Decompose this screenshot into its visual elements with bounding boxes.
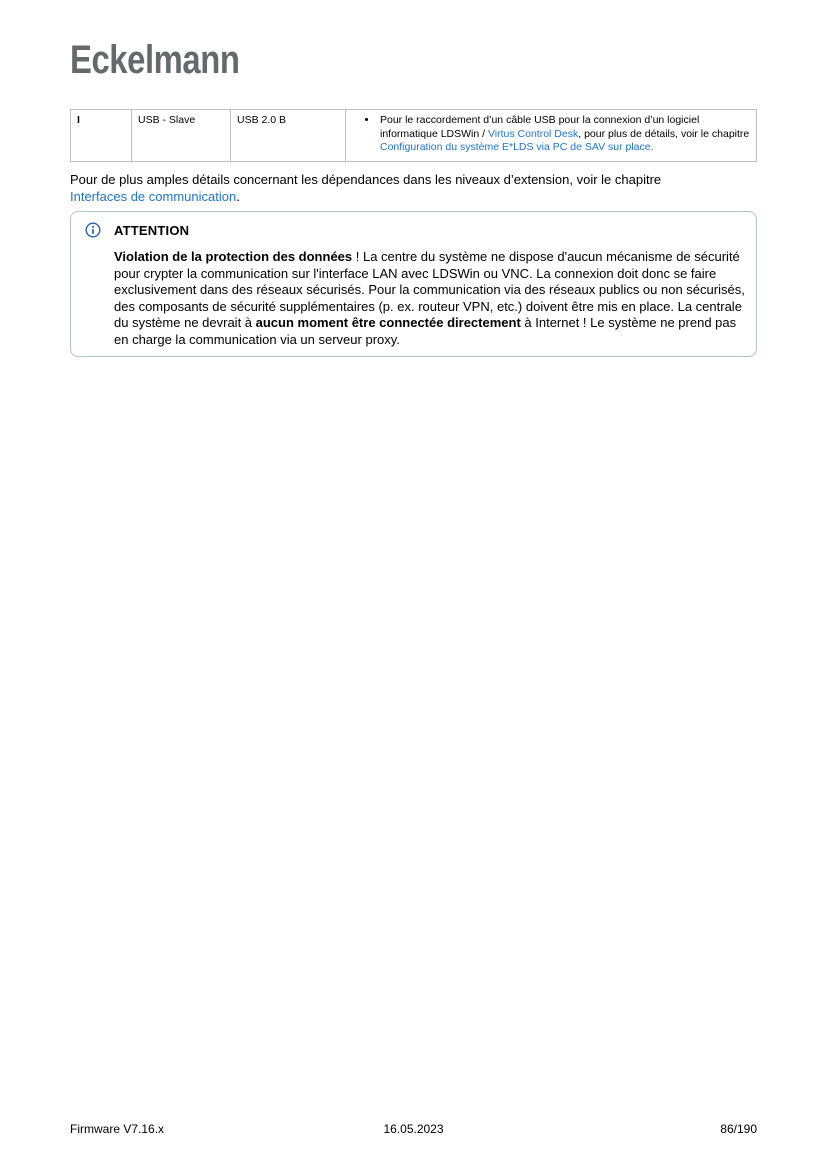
attention-header <box>85 222 189 238</box>
link-interfaces-communication[interactable]: Interfaces de communication <box>70 189 237 204</box>
attention-text-1: ! La centre du système ne dispose d'aucun mécanisme de sécurité pour crypter la communication sur l'interface LAN avec LDSWin ou VNC. La connexion doit donc se faire exclusivement dans des réseaux sécurisés. Pour la communication via des réseaux publics ou non sécurisés, des composants de sécurité supplémentaires (p. ex. routeur VPN, etc.) doivent être mis en place. La centrale du système ne devrait à <box>114 249 745 330</box>
footer-page-number: 86/190 <box>720 1122 757 1136</box>
cell-port-id: I <box>71 110 132 162</box>
bullet-item <box>378 114 750 155</box>
page-footer <box>70 1122 757 1136</box>
attention-body <box>114 249 747 348</box>
body-paragraph <box>70 171 760 205</box>
link-virtus-control-desk[interactable]: Virtus Control Desk <box>487 127 579 140</box>
paragraph-suffix: . <box>236 189 240 204</box>
attention-bold-emphasis: aucun moment être connectée directement <box>255 315 521 330</box>
info-circle-icon <box>85 222 101 238</box>
cell-interface-name: USB - Slave <box>132 110 231 162</box>
description-bullet-list <box>352 114 750 155</box>
bullet-text-pre: Pour le raccordement d’un câble USB pour la connexion d’un logiciel informatique LDSWin / <box>380 114 700 140</box>
paragraph-text: Pour de plus amples détails concernant les dépendances dans les niveaux d’extension, voir le chapitre <box>70 172 662 187</box>
table-row <box>71 110 757 162</box>
attention-bold-lead: Violation de la protection des données <box>114 249 353 264</box>
cell-description <box>346 110 757 162</box>
bullet-text-mid: , pour plus de détails, voir le chapitre <box>578 127 750 140</box>
footer-firmware-version: Firmware V7.16.x <box>70 1122 165 1136</box>
cell-connector-type: USB 2.0 B <box>231 110 346 162</box>
link-configuration-chapter[interactable]: Configuration du système E*LDS via PC de SAV sur place. <box>380 141 654 153</box>
eckelmann-logo: Eckelmann <box>70 38 240 82</box>
footer-date: 16.05.2023 <box>383 1122 444 1136</box>
attention-text-2: à Internet ! Le système ne prend pas en charge la communication via un serveur proxy. <box>114 315 737 347</box>
attention-box <box>70 211 757 357</box>
attention-title: ATTENTION <box>114 222 190 238</box>
interface-spec-table <box>70 109 757 162</box>
